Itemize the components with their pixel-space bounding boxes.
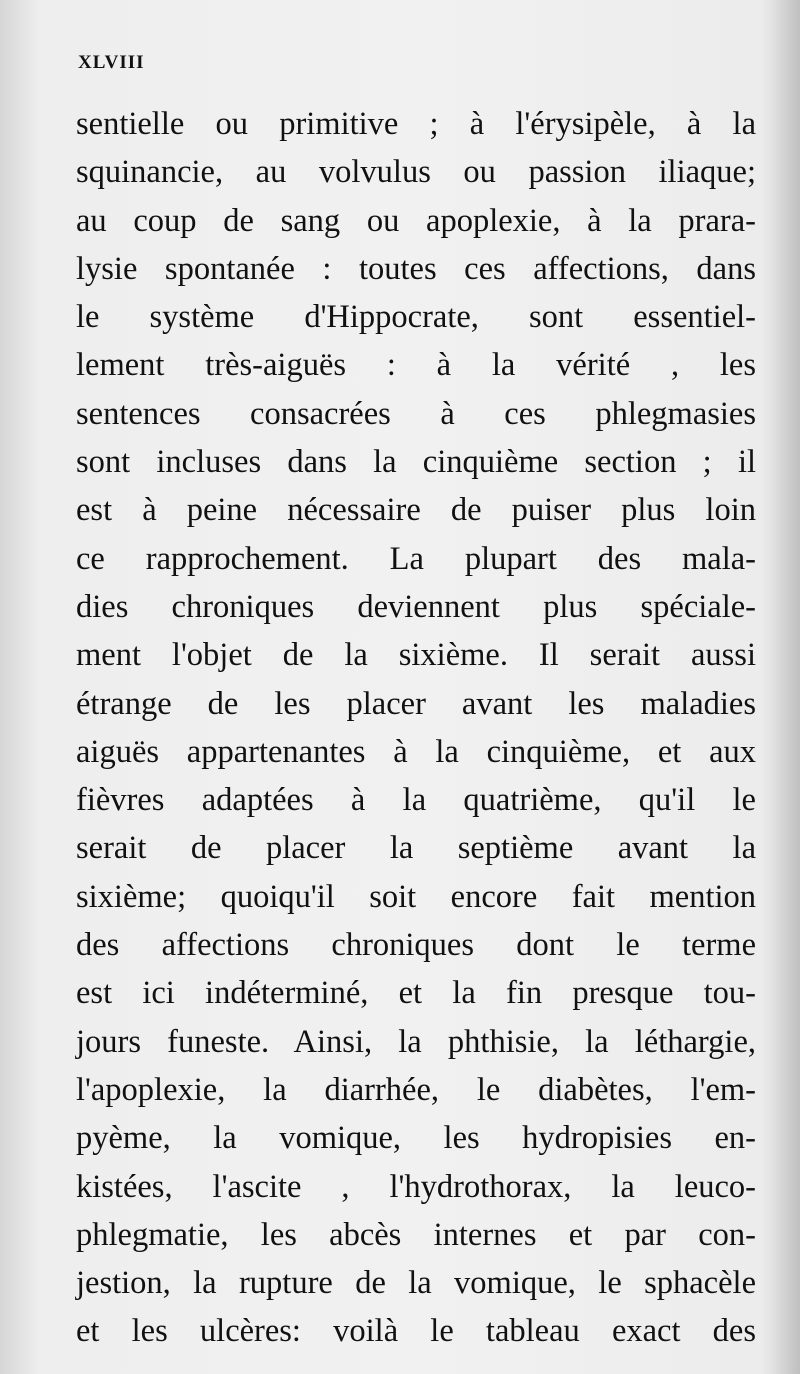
text-line: jours funeste. Ainsi, la phthisie, la léthargie, xyxy=(76,1023,756,1060)
text-line: et les ulcères: voilà le tableau exact des xyxy=(76,1313,756,1350)
page-edge-shadow xyxy=(770,0,800,1374)
text-line: lement très-aiguës : à la vérité , les xyxy=(76,347,756,384)
text-line: des affections chroniques dont le terme xyxy=(76,927,756,964)
text-line: aiguës appartenantes à la cinquième, et aux xyxy=(76,733,756,770)
text-line: l'apoplexie, la diarrhée, le diabètes, l'em- xyxy=(76,1071,756,1108)
text-line: phlegmatie, les abcès internes et par con- xyxy=(76,1216,756,1253)
page-number: XLVIII xyxy=(78,52,145,73)
text-line: serait de placer la septième avant la xyxy=(76,830,756,867)
text-line: kistées, l'ascite , l'hydrothorax, la leuco- xyxy=(76,1168,756,1205)
text-line: ment l'objet de la sixième. Il serait aussi xyxy=(76,637,756,674)
text-line: ce rapprochement. La plupart des mala- xyxy=(76,540,756,577)
text-line: pyème, la vomique, les hydropisies en- xyxy=(76,1120,756,1157)
text-line: sixième; quoiqu'il soit encore fait mention xyxy=(76,878,756,915)
text-line: est ici indéterminé, et la fin presque tou- xyxy=(76,975,756,1012)
text-line: lysie spontanée : toutes ces affections, dans xyxy=(76,250,756,287)
text-line: sont incluses dans la cinquième section ; il xyxy=(76,444,756,481)
text-line: étrange de les placer avant les maladies xyxy=(76,685,756,722)
text-line: est à peine nécessaire de puiser plus loin xyxy=(76,492,756,529)
text-line: sentences consacrées à ces phlegmasies xyxy=(76,395,756,432)
text-line: fièvres adaptées à la quatrième, qu'il le xyxy=(76,782,756,819)
text-line: dies chroniques deviennent plus spéciale- xyxy=(76,588,756,625)
text-line: au coup de sang ou apoplexie, à la prara- xyxy=(76,202,756,239)
text-line: sentielle ou primitive ; à l'érysipèle, à la xyxy=(76,106,756,142)
text-line: le système d'Hippocrate, sont essentiel- xyxy=(76,299,756,336)
text-line: jestion, la rupture de la vomique, le sphacèle xyxy=(76,1265,756,1302)
text-line: squinancie, au volvulus ou passion iliaque; xyxy=(76,154,756,191)
body-text xyxy=(76,100,756,1356)
